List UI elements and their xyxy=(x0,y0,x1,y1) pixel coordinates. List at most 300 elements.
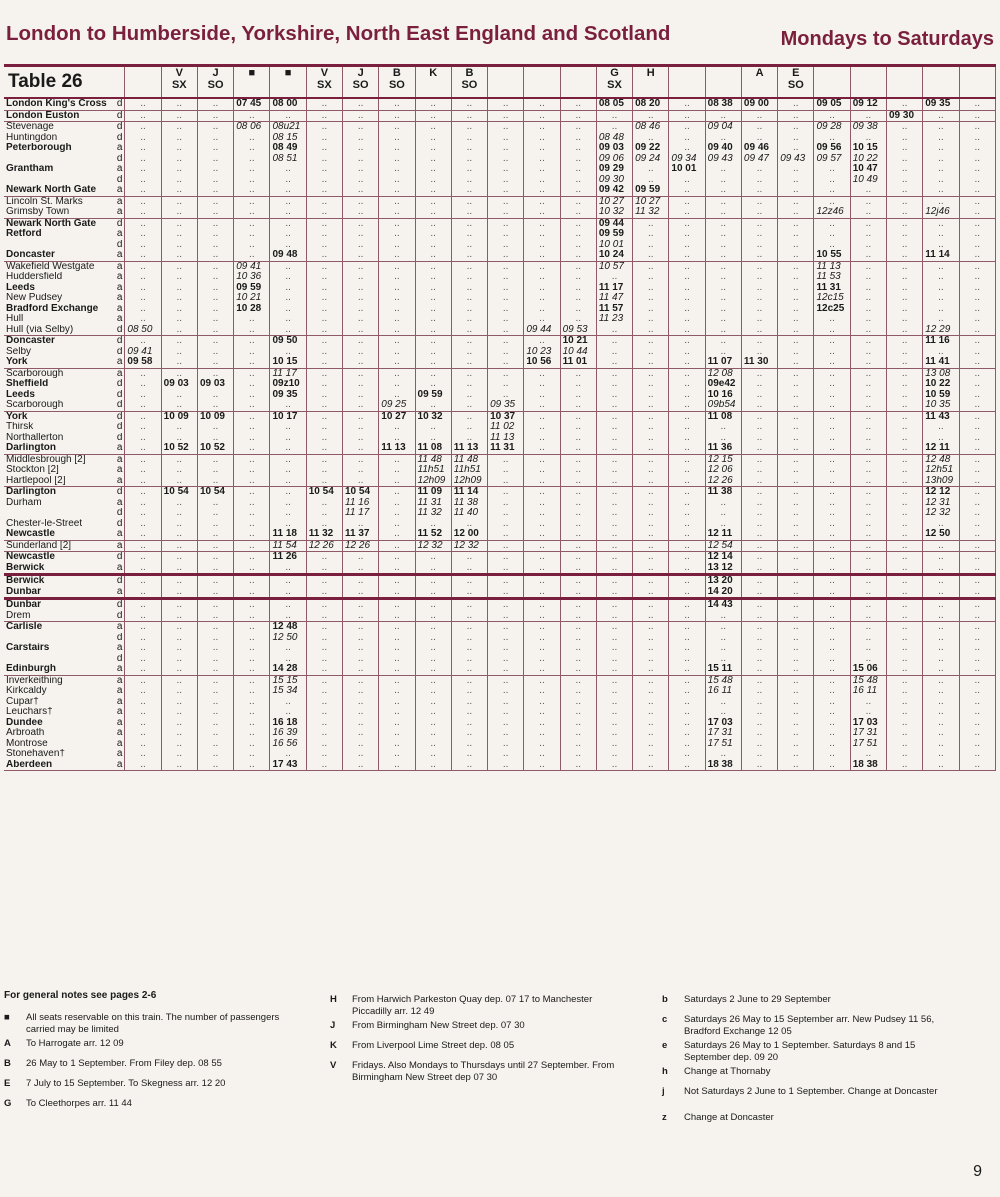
time-cell: .. xyxy=(161,622,197,633)
time-cell: .. xyxy=(778,272,814,283)
time-cell: .. xyxy=(488,686,524,697)
time-cell: .. xyxy=(923,433,959,444)
time-cell: .. xyxy=(343,240,379,251)
time-cell: .. xyxy=(959,110,995,122)
time-cell: .. xyxy=(850,207,886,218)
time-cell: .. xyxy=(343,633,379,644)
time-cell: .. xyxy=(959,207,995,218)
time-cell: .. xyxy=(850,240,886,251)
time-cell: .. xyxy=(741,476,777,487)
time-cell: .. xyxy=(923,154,959,165)
time-cell: .. xyxy=(125,633,161,644)
table-row xyxy=(4,529,996,540)
arr-dep-marker: d xyxy=(116,153,123,164)
arr-dep-marker: a xyxy=(116,728,123,738)
station-name: Bradford Exchange xyxy=(6,303,99,314)
time-cell: .. xyxy=(488,261,524,272)
time-cell: .. xyxy=(850,749,886,760)
time-cell: .. xyxy=(560,229,596,240)
arr-dep-marker: d xyxy=(116,324,123,335)
time-cell: .. xyxy=(560,379,596,390)
time-cell: .. xyxy=(451,728,487,739)
time-cell: .. xyxy=(234,487,270,498)
time-cell: .. xyxy=(741,622,777,633)
time-cell: .. xyxy=(669,633,705,644)
time-cell: .. xyxy=(306,707,342,718)
time-cell: 12h09 xyxy=(451,476,487,487)
time-cell: .. xyxy=(959,739,995,750)
arr-dep-marker: d xyxy=(116,411,123,422)
time-cell: .. xyxy=(451,122,487,133)
time-cell: .. xyxy=(705,196,741,207)
time-cell: 11 02 xyxy=(488,422,524,433)
time-cell: .. xyxy=(886,508,922,519)
time-cell: 17 31 xyxy=(705,728,741,739)
time-cell: 09 41 xyxy=(125,347,161,358)
time-cell: 12 06 xyxy=(705,465,741,476)
page-number: 9 xyxy=(973,1163,982,1180)
time-cell: .. xyxy=(741,283,777,294)
time-cell: .. xyxy=(850,622,886,633)
time-cell: .. xyxy=(488,185,524,196)
time-cell: .. xyxy=(886,697,922,708)
time-cell: .. xyxy=(669,143,705,154)
time-cell: 12 50 xyxy=(270,633,306,644)
time-cell: .. xyxy=(306,575,342,587)
time-cell: .. xyxy=(270,293,306,304)
time-cell: .. xyxy=(814,368,850,379)
station-cell xyxy=(4,240,125,251)
time-cell: .. xyxy=(524,164,560,175)
time-cell: .. xyxy=(814,686,850,697)
time-cell: .. xyxy=(633,400,669,411)
time-cell: .. xyxy=(560,664,596,675)
page-title: London to Humberside, Yorkshire, North East England and Scotland xyxy=(6,22,671,45)
time-cell: .. xyxy=(524,519,560,530)
time-cell: .. xyxy=(923,519,959,530)
time-cell: .. xyxy=(560,587,596,599)
time-cell: .. xyxy=(379,250,415,261)
time-cell: .. xyxy=(379,707,415,718)
time-cell: .. xyxy=(379,207,415,218)
time-cell: .. xyxy=(705,508,741,519)
time-cell: .. xyxy=(197,110,233,122)
time-cell: .. xyxy=(741,529,777,540)
time-cell: .. xyxy=(270,697,306,708)
time-cell: .. xyxy=(669,749,705,760)
time-cell: .. xyxy=(741,465,777,476)
time-cell: .. xyxy=(125,229,161,240)
time-cell: .. xyxy=(415,185,451,196)
time-cell: .. xyxy=(415,728,451,739)
time-cell: .. xyxy=(161,519,197,530)
station-cell xyxy=(4,250,125,261)
time-cell: .. xyxy=(669,229,705,240)
time-cell: .. xyxy=(234,357,270,368)
time-cell: .. xyxy=(705,261,741,272)
time-cell: .. xyxy=(741,325,777,336)
time-cell: .. xyxy=(161,433,197,444)
time-cell: 14 20 xyxy=(705,587,741,599)
station-name: Stevenage xyxy=(6,121,54,132)
time-cell: .. xyxy=(524,686,560,697)
table-row xyxy=(4,122,996,133)
time-cell: .. xyxy=(959,240,995,251)
time-cell: .. xyxy=(451,272,487,283)
time-cell: .. xyxy=(306,411,342,422)
time-cell: .. xyxy=(741,697,777,708)
station-name: New Pudsey xyxy=(6,293,63,303)
time-cell: .. xyxy=(524,664,560,675)
time-cell: .. xyxy=(669,347,705,358)
time-cell: .. xyxy=(161,207,197,218)
time-cell: .. xyxy=(125,293,161,304)
time-cell: .. xyxy=(488,575,524,587)
time-cell: .. xyxy=(161,368,197,379)
time-cell: .. xyxy=(886,379,922,390)
time-cell: .. xyxy=(669,686,705,697)
note-text: From Harwich Parkeston Quay dep. 07 17 to Manchester Piccadilly arr. 12 49 xyxy=(352,994,593,1017)
note-text: Fridays. Also Mondays to Thursdays until 27 September. From Birmingham New Street dep 07 30 xyxy=(352,1060,615,1083)
time-cell: .. xyxy=(125,143,161,154)
time-cell: 11 38 xyxy=(705,487,741,498)
time-cell: 10 56 xyxy=(524,357,560,368)
time-cell: .. xyxy=(886,400,922,411)
time-cell: .. xyxy=(197,347,233,358)
time-cell: .. xyxy=(379,728,415,739)
time-cell: .. xyxy=(415,272,451,283)
time-cell: .. xyxy=(886,643,922,654)
time-cell: .. xyxy=(234,519,270,530)
station-name: Newcastle xyxy=(6,551,55,562)
time-cell: .. xyxy=(923,293,959,304)
time-cell: 10 32 xyxy=(596,207,632,218)
time-cell: .. xyxy=(488,325,524,336)
arr-dep-marker: d xyxy=(116,508,123,518)
time-cell: 09 44 xyxy=(596,218,632,229)
column-subcode: SO xyxy=(388,79,405,91)
arr-dep-marker: d xyxy=(116,575,123,586)
time-cell: .. xyxy=(234,552,270,563)
time-cell: .. xyxy=(778,218,814,229)
time-cell: .. xyxy=(560,98,596,110)
time-cell: .. xyxy=(451,304,487,315)
time-cell: .. xyxy=(814,563,850,575)
time-cell: .. xyxy=(886,563,922,575)
time-cell: .. xyxy=(161,154,197,165)
time-cell: 11 37 xyxy=(343,529,379,540)
note-key: J xyxy=(330,1020,336,1031)
time-cell: .. xyxy=(343,739,379,750)
time-cell: .. xyxy=(488,707,524,718)
station-name: Aberdeen xyxy=(6,759,53,770)
time-cell: 15 15 xyxy=(270,675,306,686)
time-cell: .. xyxy=(234,218,270,229)
time-cell: .. xyxy=(959,400,995,411)
time-cell: .. xyxy=(451,261,487,272)
time-cell: .. xyxy=(343,110,379,122)
station-name: Newark North Gate xyxy=(6,218,97,229)
time-cell: .. xyxy=(125,718,161,729)
time-cell: .. xyxy=(197,368,233,379)
time-cell: .. xyxy=(669,98,705,110)
time-cell: 08 50 xyxy=(125,325,161,336)
station-name: Chester-le-Street xyxy=(6,518,83,529)
time-cell: .. xyxy=(959,229,995,240)
time-cell: .. xyxy=(959,633,995,644)
time-cell: .. xyxy=(161,552,197,563)
time-cell: .. xyxy=(197,325,233,336)
time-cell: .. xyxy=(669,185,705,196)
time-cell: .. xyxy=(343,154,379,165)
time-cell: .. xyxy=(959,675,995,686)
station-cell xyxy=(4,487,125,498)
time-cell: .. xyxy=(669,422,705,433)
time-cell: .. xyxy=(234,314,270,325)
time-cell: .. xyxy=(379,175,415,186)
time-cell: .. xyxy=(705,229,741,240)
time-cell: .. xyxy=(524,411,560,422)
time-cell: .. xyxy=(379,283,415,294)
time-cell: 12 15 xyxy=(705,454,741,465)
station-name: Kirkcaldy xyxy=(6,686,47,696)
time-cell: .. xyxy=(451,229,487,240)
time-cell: .. xyxy=(451,422,487,433)
arr-dep-marker: a xyxy=(116,143,123,153)
station-name: Peterborough xyxy=(6,143,72,153)
time-cell: .. xyxy=(197,185,233,196)
time-cell: .. xyxy=(379,519,415,530)
time-cell: .. xyxy=(197,587,233,599)
arr-dep-marker: d xyxy=(116,132,123,143)
station-cell xyxy=(4,325,125,336)
time-cell: .. xyxy=(814,707,850,718)
time-cell: .. xyxy=(560,261,596,272)
time-cell: .. xyxy=(197,400,233,411)
time-cell: .. xyxy=(234,240,270,251)
time-cell: .. xyxy=(669,718,705,729)
time-cell: .. xyxy=(959,390,995,401)
column-header xyxy=(669,66,705,99)
time-cell: .. xyxy=(343,697,379,708)
time-cell: .. xyxy=(125,529,161,540)
time-cell: .. xyxy=(959,728,995,739)
time-cell: .. xyxy=(923,133,959,144)
time-cell: 11 01 xyxy=(560,357,596,368)
column-header xyxy=(741,66,777,99)
time-cell: .. xyxy=(161,110,197,122)
arr-dep-marker: a xyxy=(116,314,123,324)
time-cell: .. xyxy=(197,229,233,240)
time-cell: .. xyxy=(415,164,451,175)
time-cell: .. xyxy=(161,336,197,347)
table-row xyxy=(4,185,996,196)
time-cell: .. xyxy=(524,293,560,304)
time-cell: .. xyxy=(488,529,524,540)
time-cell: .. xyxy=(850,575,886,587)
station-cell xyxy=(4,686,125,697)
station-cell xyxy=(4,540,125,552)
time-cell: .. xyxy=(560,422,596,433)
time-cell: .. xyxy=(488,476,524,487)
time-cell: .. xyxy=(488,552,524,563)
time-cell: .. xyxy=(959,749,995,760)
time-cell: .. xyxy=(669,110,705,122)
time-cell: .. xyxy=(560,611,596,622)
time-cell: .. xyxy=(923,643,959,654)
time-cell: .. xyxy=(886,122,922,133)
time-cell: .. xyxy=(234,622,270,633)
time-cell: .. xyxy=(705,707,741,718)
station-name: Scarborough xyxy=(6,400,64,410)
time-cell: .. xyxy=(161,314,197,325)
note-text: To Harrogate arr. 12 09 xyxy=(26,1038,124,1049)
time-cell: .. xyxy=(560,508,596,519)
time-cell: 11h51 xyxy=(451,465,487,476)
note-key: V xyxy=(330,1060,337,1071)
time-cell: .. xyxy=(633,707,669,718)
time-cell: .. xyxy=(741,164,777,175)
time-cell: .. xyxy=(125,175,161,186)
time-cell: .. xyxy=(959,697,995,708)
time-cell: .. xyxy=(596,728,632,739)
time-cell: .. xyxy=(270,498,306,509)
time-cell: .. xyxy=(778,599,814,611)
arr-dep-marker: a xyxy=(116,443,123,453)
time-cell: .. xyxy=(923,196,959,207)
time-cell: .. xyxy=(596,540,632,552)
time-cell: .. xyxy=(778,760,814,771)
time-cell: 16 56 xyxy=(270,739,306,750)
station-name: Retford xyxy=(6,229,42,239)
time-cell: .. xyxy=(850,133,886,144)
time-cell: .. xyxy=(161,283,197,294)
time-cell: .. xyxy=(270,325,306,336)
time-cell: .. xyxy=(125,760,161,771)
time-cell: 12 29 xyxy=(923,325,959,336)
time-cell: .. xyxy=(451,411,487,422)
time-cell: .. xyxy=(669,122,705,133)
time-cell: .. xyxy=(379,293,415,304)
time-cell: .. xyxy=(234,575,270,587)
time-cell: .. xyxy=(633,433,669,444)
time-cell: 09e42 xyxy=(705,379,741,390)
time-cell: .. xyxy=(488,218,524,229)
station-cell xyxy=(4,587,125,599)
time-cell: .. xyxy=(234,476,270,487)
time-cell: 11 13 xyxy=(451,443,487,454)
time-cell: .. xyxy=(560,633,596,644)
time-cell: .. xyxy=(161,718,197,729)
station-cell xyxy=(4,336,125,347)
time-cell: .. xyxy=(343,196,379,207)
time-cell: .. xyxy=(343,654,379,665)
time-cell: .. xyxy=(488,643,524,654)
time-cell: .. xyxy=(379,336,415,347)
time-cell: .. xyxy=(125,98,161,110)
time-cell: .. xyxy=(778,293,814,304)
station-name: Leuchars† xyxy=(6,707,53,717)
time-cell: .. xyxy=(886,529,922,540)
time-cell: 11 30 xyxy=(741,357,777,368)
time-cell: .. xyxy=(778,390,814,401)
time-cell: .. xyxy=(741,133,777,144)
station-name: Stockton [2] xyxy=(6,465,59,475)
time-cell: .. xyxy=(596,347,632,358)
time-cell: .. xyxy=(596,325,632,336)
time-cell: 17 03 xyxy=(850,718,886,729)
time-cell: .. xyxy=(814,164,850,175)
time-cell: .. xyxy=(741,575,777,587)
table-row xyxy=(4,697,996,708)
time-cell: 12 26 xyxy=(343,540,379,552)
time-cell: .. xyxy=(778,98,814,110)
time-cell: 10 01 xyxy=(669,164,705,175)
time-cell: 09 56 xyxy=(814,143,850,154)
time-cell: .. xyxy=(959,154,995,165)
time-cell: .. xyxy=(379,368,415,379)
time-cell: .. xyxy=(778,336,814,347)
time-cell: .. xyxy=(451,675,487,686)
time-cell: 09 28 xyxy=(814,122,850,133)
time-cell: .. xyxy=(197,697,233,708)
time-cell: .. xyxy=(488,229,524,240)
time-cell: 11 07 xyxy=(705,357,741,368)
time-cell: .. xyxy=(343,476,379,487)
column-code: G xyxy=(610,67,619,79)
column-header xyxy=(886,66,922,99)
time-cell: .. xyxy=(270,707,306,718)
time-cell: .. xyxy=(850,293,886,304)
time-cell: .. xyxy=(560,739,596,750)
station-cell xyxy=(4,175,125,186)
time-cell: 09 30 xyxy=(886,110,922,122)
time-cell: .. xyxy=(778,686,814,697)
station-name: Leeds xyxy=(6,282,35,293)
time-cell: .. xyxy=(633,379,669,390)
time-cell: .. xyxy=(633,718,669,729)
time-cell: .. xyxy=(270,611,306,622)
time-cell: .. xyxy=(633,411,669,422)
time-cell: 11 14 xyxy=(923,250,959,261)
time-cell: .. xyxy=(886,599,922,611)
time-cell: .. xyxy=(814,240,850,251)
time-cell: .. xyxy=(596,110,632,122)
time-cell: .. xyxy=(234,707,270,718)
time-cell: .. xyxy=(850,540,886,552)
time-cell: .. xyxy=(923,422,959,433)
time-cell: .. xyxy=(923,739,959,750)
time-cell: .. xyxy=(270,422,306,433)
time-cell: 11 48 xyxy=(415,454,451,465)
time-cell: .. xyxy=(669,587,705,599)
time-cell: .. xyxy=(959,164,995,175)
time-cell: .. xyxy=(778,739,814,750)
time-cell: .. xyxy=(161,643,197,654)
time-cell: .. xyxy=(343,433,379,444)
time-cell: .. xyxy=(379,599,415,611)
time-cell: .. xyxy=(705,304,741,315)
time-cell: .. xyxy=(415,379,451,390)
time-cell: .. xyxy=(741,519,777,530)
time-cell: .. xyxy=(669,379,705,390)
time-cell: .. xyxy=(741,487,777,498)
time-cell: .. xyxy=(197,122,233,133)
time-cell: .. xyxy=(415,675,451,686)
time-cell: .. xyxy=(741,443,777,454)
time-cell: .. xyxy=(125,519,161,530)
station-cell xyxy=(4,122,125,133)
